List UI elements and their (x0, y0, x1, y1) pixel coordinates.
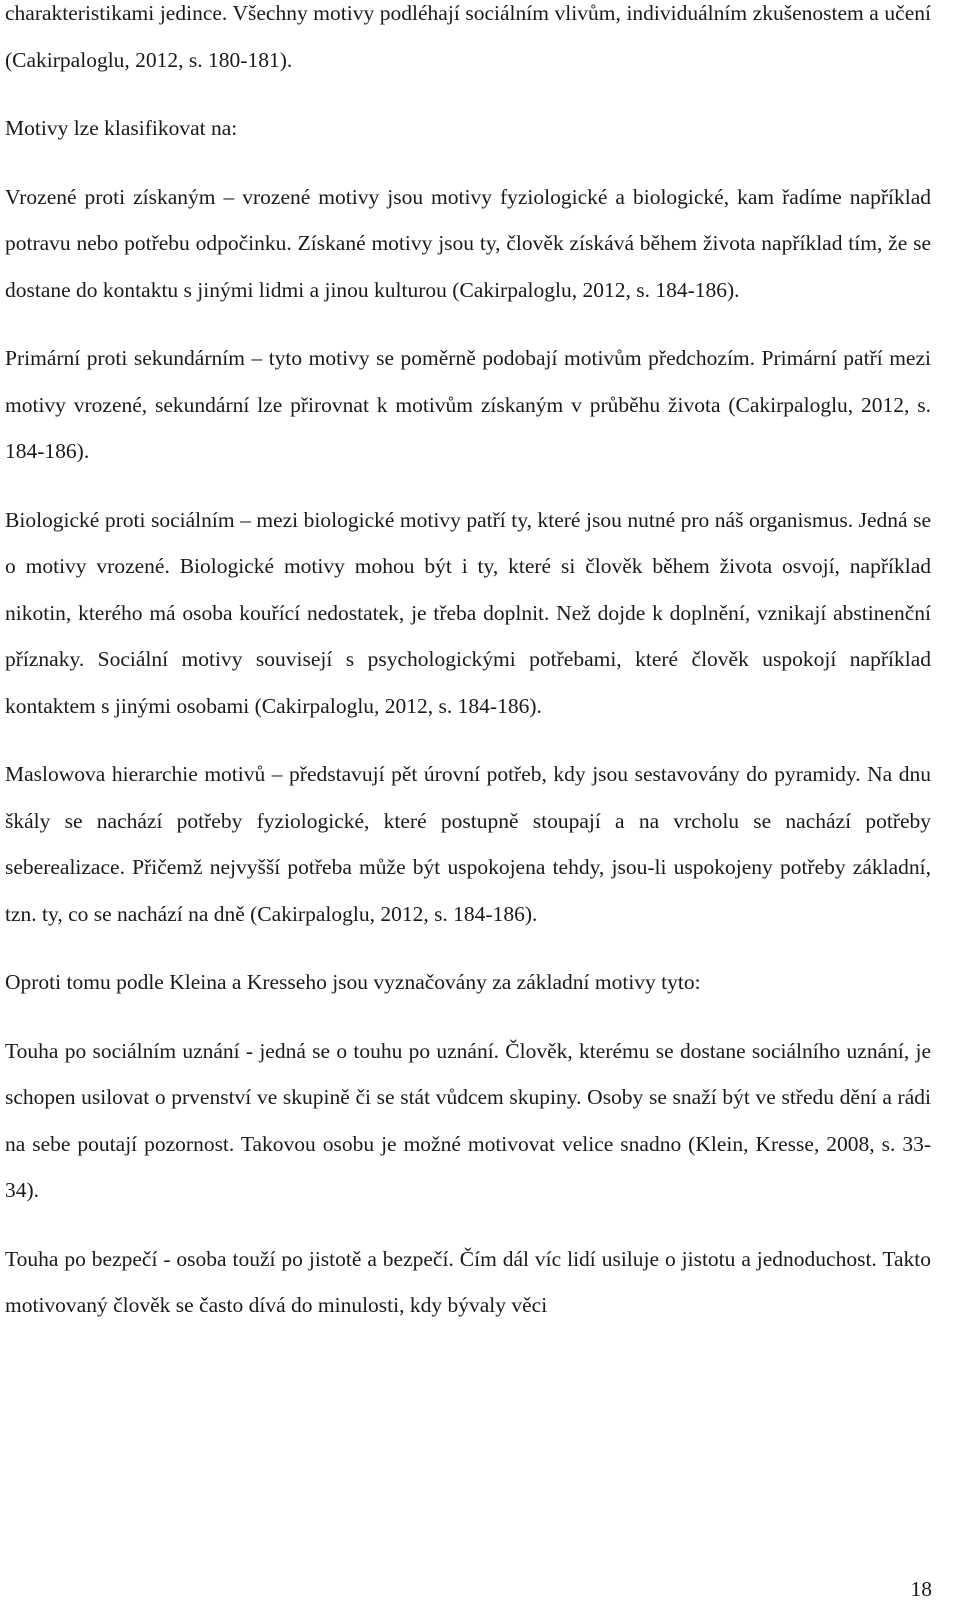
page-number: 18 (910, 1577, 932, 1601)
paragraph-primary-vs-secondary: Primární proti sekundárním – tyto motivy se poměrně podobají motivům předchozím. Primární patří mezi motivy vrozené, sekundární lze přirovnat k motivům získaným v průběhu života (Cakirpaloglu, 2012, s. 184-186). (5, 346, 931, 463)
paragraph-desire-social-recognition: Touha po sociálním uznání - jedná se o touhu po uznání. Člověk, kterému se dostane sociálního uznání, je schopen usilovat o prvenství ve skupině či se stát vůdcem skupiny. Osoby se snaží být ve středu dění a rádi na sebe poutají pozornost. Takovou osobu je možné motivovat velice snadno (Klein, Kresse, 2008, s. 33-34). (5, 1038, 931, 1202)
paragraph-desire-safety: Touha po bezpečí - osoba touží po jistotě a bezpečí. Čím dál víc lidí usiluje o jistotu a jednoduchost. Takto motivovaný člověk se často dívá do minulosti, kdy bývaly věci (5, 1246, 931, 1317)
paragraph-maslow-hierarchy: Maslowova hierarchie motivů – představují pět úrovní potřeb, kdy jsou sestavovány do pyramidy. Na dnu škály se nachází potřeby fyziologické, které postupně stoupají a na vrcholu se nachází potřeby seberealizace. Přičemž nejvyšší potřeba může být uspokojena tehdy, jsou-li uspokojeny potřeby základní, tzn. ty, co se nachází na dně (Cakirpaloglu, 2012, s. 184-186). (5, 762, 931, 926)
paragraph-innate-vs-acquired: Vrozené proti získaným – vrozené motivy jsou motivy fyziologické a biologické, kam řadíme například potravu nebo potřebu odpočinku. Získané motivy jsou ty, člověk získává během života například tím, že se dostane do kontaktu s jinými lidmi a jinou kulturou (Cakirpaloglu, 2012, s. 184-186). (5, 184, 931, 302)
paragraph-motives-social-influence: charakteristikami jedince. Všechny motivy podléhají sociálním vlivům, individuálním zkušenostem a učení (Cakirpaloglu, 2012, s. 180-181). (5, 1, 931, 72)
paragraph-klein-kresse-intro: Oproti tomu podle Kleina a Kresseho jsou vyznačovány za základní motivy tyto: (5, 970, 701, 994)
paragraph-biological-vs-social: Biologické proti sociálním – mezi biologické motivy patří ty, které jsou nutné pro náš organismus. Jedná se o motivy vrozené. Biologické motivy mohou být i ty, které si člověk během života osvojí, například nikotin, kterého má osoba kouřící nedostatek, je třeba doplnit. Než dojde k doplnění, vznikají abstinenční příznaky. Sociální motivy souvisejí s psychologickými potřebami, které člověk uspokojí například kontaktem s jinými osobami (Cakirpaloglu, 2012, s. 184-186). (5, 507, 931, 718)
document-body (5, 0, 931, 1351)
paragraph-classification-intro: Motivy lze klasifikovat na: (5, 116, 238, 140)
